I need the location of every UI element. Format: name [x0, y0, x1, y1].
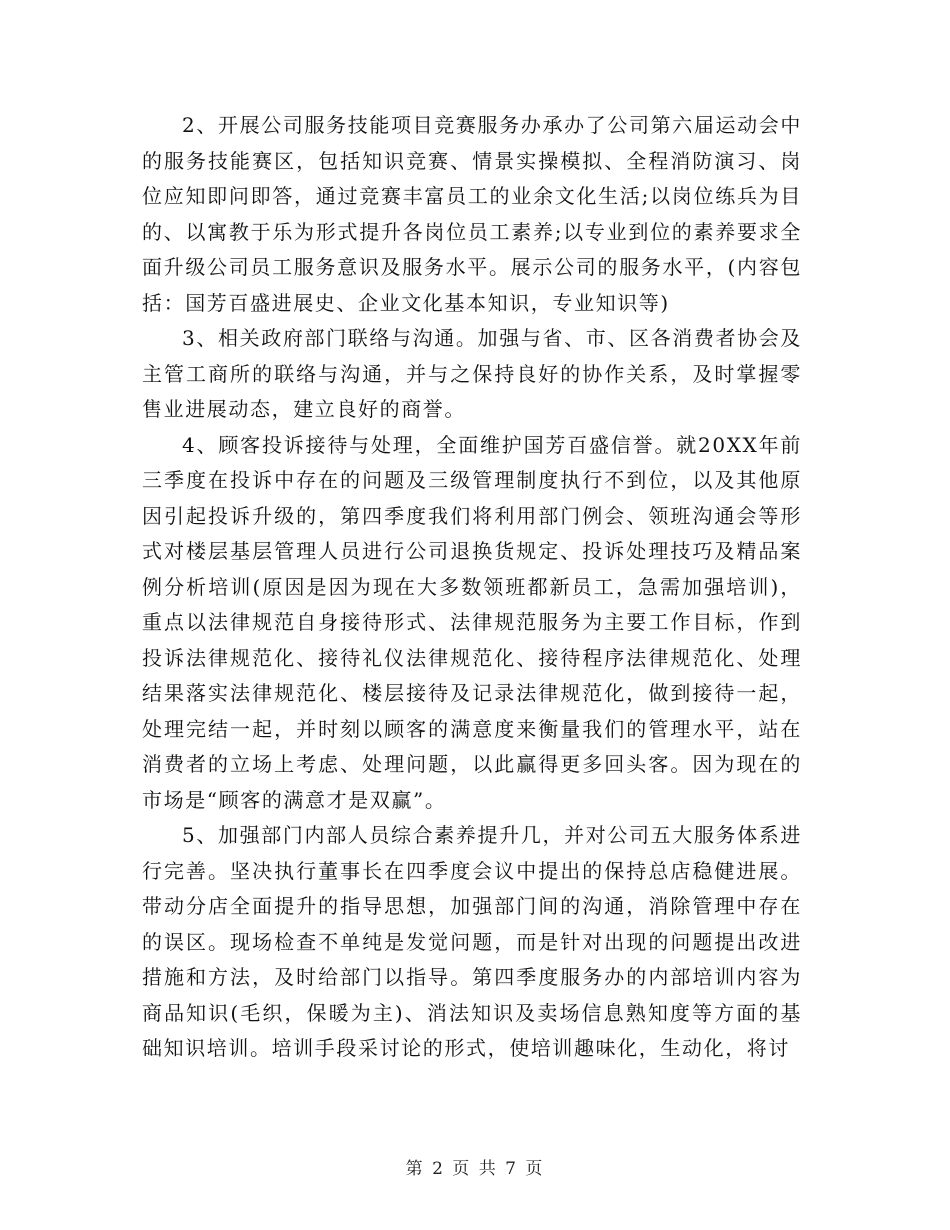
paragraph-item-3: 3、相关政府部门联络与沟通。加强与省、市、区各消费者协会及主管工商所的联络与沟通，并与之保持良好的协作关系，及时掌握零售业进展动态，建立良好的商誉。	[142, 326, 802, 421]
document-body	[142, 108, 802, 1067]
paragraph-item-4: 4、顾客投诉接待与处理，全面维护国芳百盛信誉。就20XX年前三季度在投诉中存在的问题及三级管理制度执行不到位，以及其他原因引起投诉升级的，第四季度我们将利用部门例会、领班沟通会等形式对楼层基层管理人员进行公司退换货规定、投诉处理技巧及精品案例分析培训(原因是因为现在大多数领班都新员工，急需加强培训)，重点以法律规范自身接待形式、法律规范服务为主要工作目标，作到投诉法律规范化、接待礼仪法律规范化、接待程序法律规范化、处理结果落实法律规范化、楼层接待及记录法律规范化，做到接待一起，处理完结一起，并时刻以顾客的满意度来衡量我们的管理水平，站在消费者的立场上考虑、处理问题，以此赢得更多回头客。因为现在的市场是“顾客的满意才是双赢”。	[142, 432, 802, 812]
page-number-footer: 第 2 页 共 7 页	[405, 1159, 545, 1179]
paragraph-item-5: 5、加强部门内部人员综合素养提升几，并对公司五大服务体系进行完善。坚决执行董事长在四季度会议中提出的保持总店稳健进展。带动分店全面提升的指导思想，加强部门间的沟通，消除管理中存在的误区。现场检查不单纯是发觉问题，而是针对出现的问题提出改进措施和方法，及时给部门以指导。第四季度服务办的内部培训内容为商品知识(毛织，保暖为主)、消法知识及卖场信息熟知度等方面的基础知识培训。培训手段采讨论的形式，使培训趣味化，生动化，将讨	[142, 823, 802, 1060]
paragraph-item-2: 2、开展公司服务技能项目竞赛服务办承办了公司第六届运动会中的服务技能赛区，包括知识竞赛、情景实操模拟、全程消防演习、岗位应知即问即答，通过竞赛丰富员工的业余文化生活;以岗位练兵为目的、以寓教于乐为形式提升各岗位员工素养;以专业到位的素养要求全面升级公司员工服务意识及服务水平。展示公司的服务水平，(内容包括：国芳百盛进展史、企业文化基本知识，专业知识等)	[142, 113, 802, 315]
